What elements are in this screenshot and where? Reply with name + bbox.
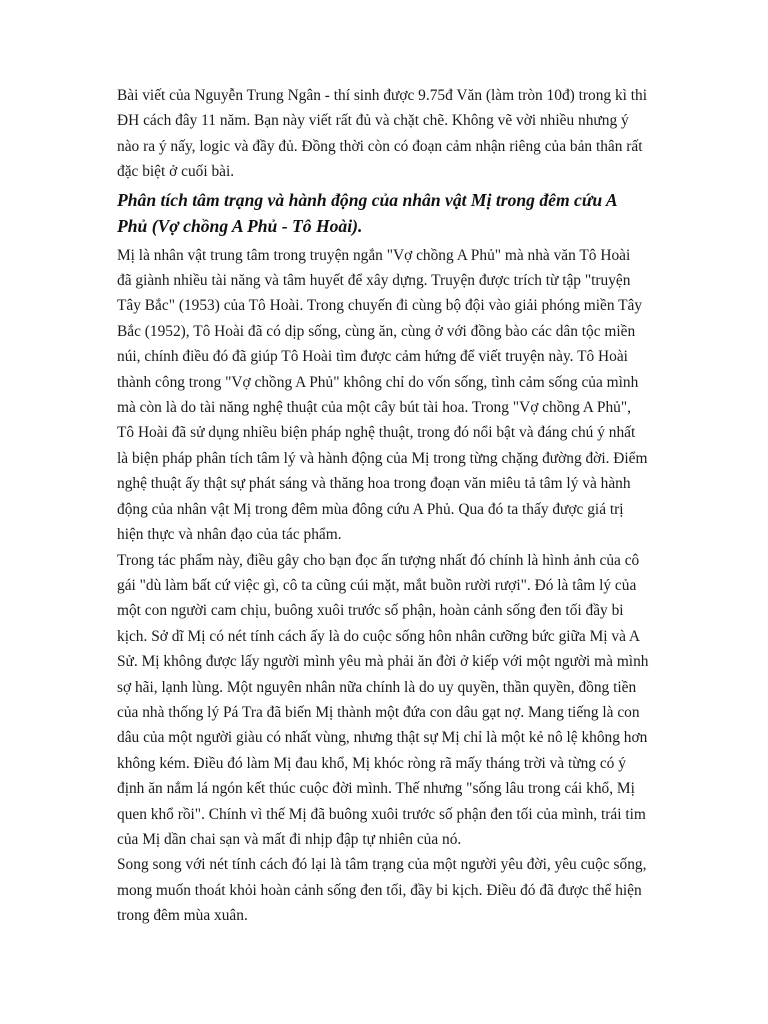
paragraph-line: động của nhân vật Mị trong đêm mùa đông cứu A Phủ. Qua đó ta thấy được giá trị [117,500,624,518]
paragraph-line: một con người cam chịu, buông xuôi trước số phận, hoàn cảnh sống đen tối đầy bi [117,602,624,620]
body-paragraph-2 [117,548,657,853]
paragraph-line: kịch. Sở dĩ Mị có nét tính cách ấy là do cuộc sống hôn nhân cưỡng bức giữa Mị và A [117,627,641,645]
paragraph-line: gái "dù làm bất cứ việc gì, cô ta cũng cúi mặt, mắt buồn rười rượi". Đó là tâm lý của [117,576,637,594]
paragraph-line: Tô Hoài đã sử dụng nhiều biện pháp nghệ thuật, trong đó nổi bật và đáng chú ý nhất [117,424,636,442]
document-page [117,83,657,929]
paragraph-line: định ăn nắm lá ngón kết thúc cuộc đời mình. Thế nhưng "sống lâu trong cái khổ, Mị [117,780,635,798]
paragraph-line: của nhà thống lý Pá Tra đã biến Mị thành một đứa con dâu gạt nợ. Mang tiếng là con [117,703,640,721]
intro-line: nào ra ý nấy, logic và đầy đủ. Đồng thời còn có đoạn cảm nhận riêng của bản thân rất [117,137,643,155]
paragraph-line: sợ hãi, lạnh lùng. Một nguyên nhân nữa chính là do uy quyền, thần quyền, đồng tiền [117,678,637,696]
paragraph-line: đã giành nhiều tài năng và tâm huyết để xây dựng. Truyện được trích từ tập "truyện [117,272,631,290]
paragraph-line: dâu của một người giàu có nhất vùng, nhưng thật sự Mị chỉ là một kẻ nô lệ không hơn [117,729,648,747]
title-line: Phân tích tâm trạng và hành động của nhân vật Mị trong đêm cứu A [117,189,618,210]
paragraph-line: thành công trong "Vợ chồng A Phủ" không chỉ do vốn sống, tình cảm sống của mình [117,373,639,391]
paragraph-line: quen khổ rồi". Chính vì thế Mị đã buông xuôi trước số phận đen tối của mình, trái tim [117,805,646,823]
paragraph-line: nghệ thuật ấy thật sự phát sáng và thăng hoa trong đoạn văn miêu tả tâm lý và hành [117,475,631,493]
intro-line: Bài viết của Nguyễn Trung Ngân - thí sinh được 9.75đ Văn (làm tròn 10đ) trong kì thi [117,87,648,104]
paragraph-line: Song song với nét tính cách đó lại là tâm trạng của một người yêu đời, yêu cuộc sống, [117,856,647,874]
paragraph-line: của Mị dần chai sạn và mất đi nhịp đập tự nhiên của nó. [117,830,462,848]
intro-line: đặc biệt ở cuối bài. [117,163,235,181]
body-paragraph-1 [117,243,657,548]
essay-title [117,187,657,239]
paragraph-line: Sử. Mị không được lấy người mình yêu mà phải ăn đời ở kiếp với một người mà mình [117,653,649,671]
paragraph-line: núi, chính điều đó đã giúp Tô Hoài tìm được cảm hứng để viết truyện này. Tô Hoài [117,348,628,366]
paragraph-line: Tây Bắc" (1953) của Tô Hoài. Trong chuyến đi cùng bộ đội vào giải phóng miền Tây [117,297,643,315]
paragraph-line: trong đêm mùa xuân. [117,907,248,925]
paragraph-line: mà còn là do tài năng nghệ thuật của một cây bút tài hoa. Trong "Vợ chồng A Phủ", [117,399,631,417]
paragraph-line: Mị là nhân vật trung tâm trong truyện ngắn "Vợ chồng A Phủ" mà nhà văn Tô Hoài [117,246,631,264]
paragraph-line: Trong tác phẩm này, điều gây cho bạn đọc ấn tượng nhất đó chính là hình ảnh của cô [117,551,640,569]
body-paragraph-3 [117,852,657,928]
paragraph-line: không kém. Điều đó làm Mị đau khổ, Mị khóc ròng rã mấy tháng trời và từng có ý [117,754,626,772]
intro-paragraph [117,83,657,185]
paragraph-line: hiện thực và nhân đạo của tác phẩm. [117,526,342,544]
paragraph-line: Bắc (1952), Tô Hoài đã có dịp sống, cùng ăn, cùng ở với đồng bào các dân tộc miền [117,322,636,340]
paragraph-line: là biện pháp phân tích tâm lý và hành động của Mị trong từng chặng đường đời. Điểm [117,449,648,467]
paragraph-line: mong muốn thoát khỏi hoàn cảnh sống đen tối, đầy bi kịch. Điều đó đã được thể hiện [117,881,642,899]
title-line: Phủ (Vợ chồng A Phủ - Tô Hoài). [117,215,363,236]
intro-line: ĐH cách đây 11 năm. Bạn này viết rất đủ và chặt chẽ. Không vẽ vời nhiều nhưng ý [117,112,629,130]
